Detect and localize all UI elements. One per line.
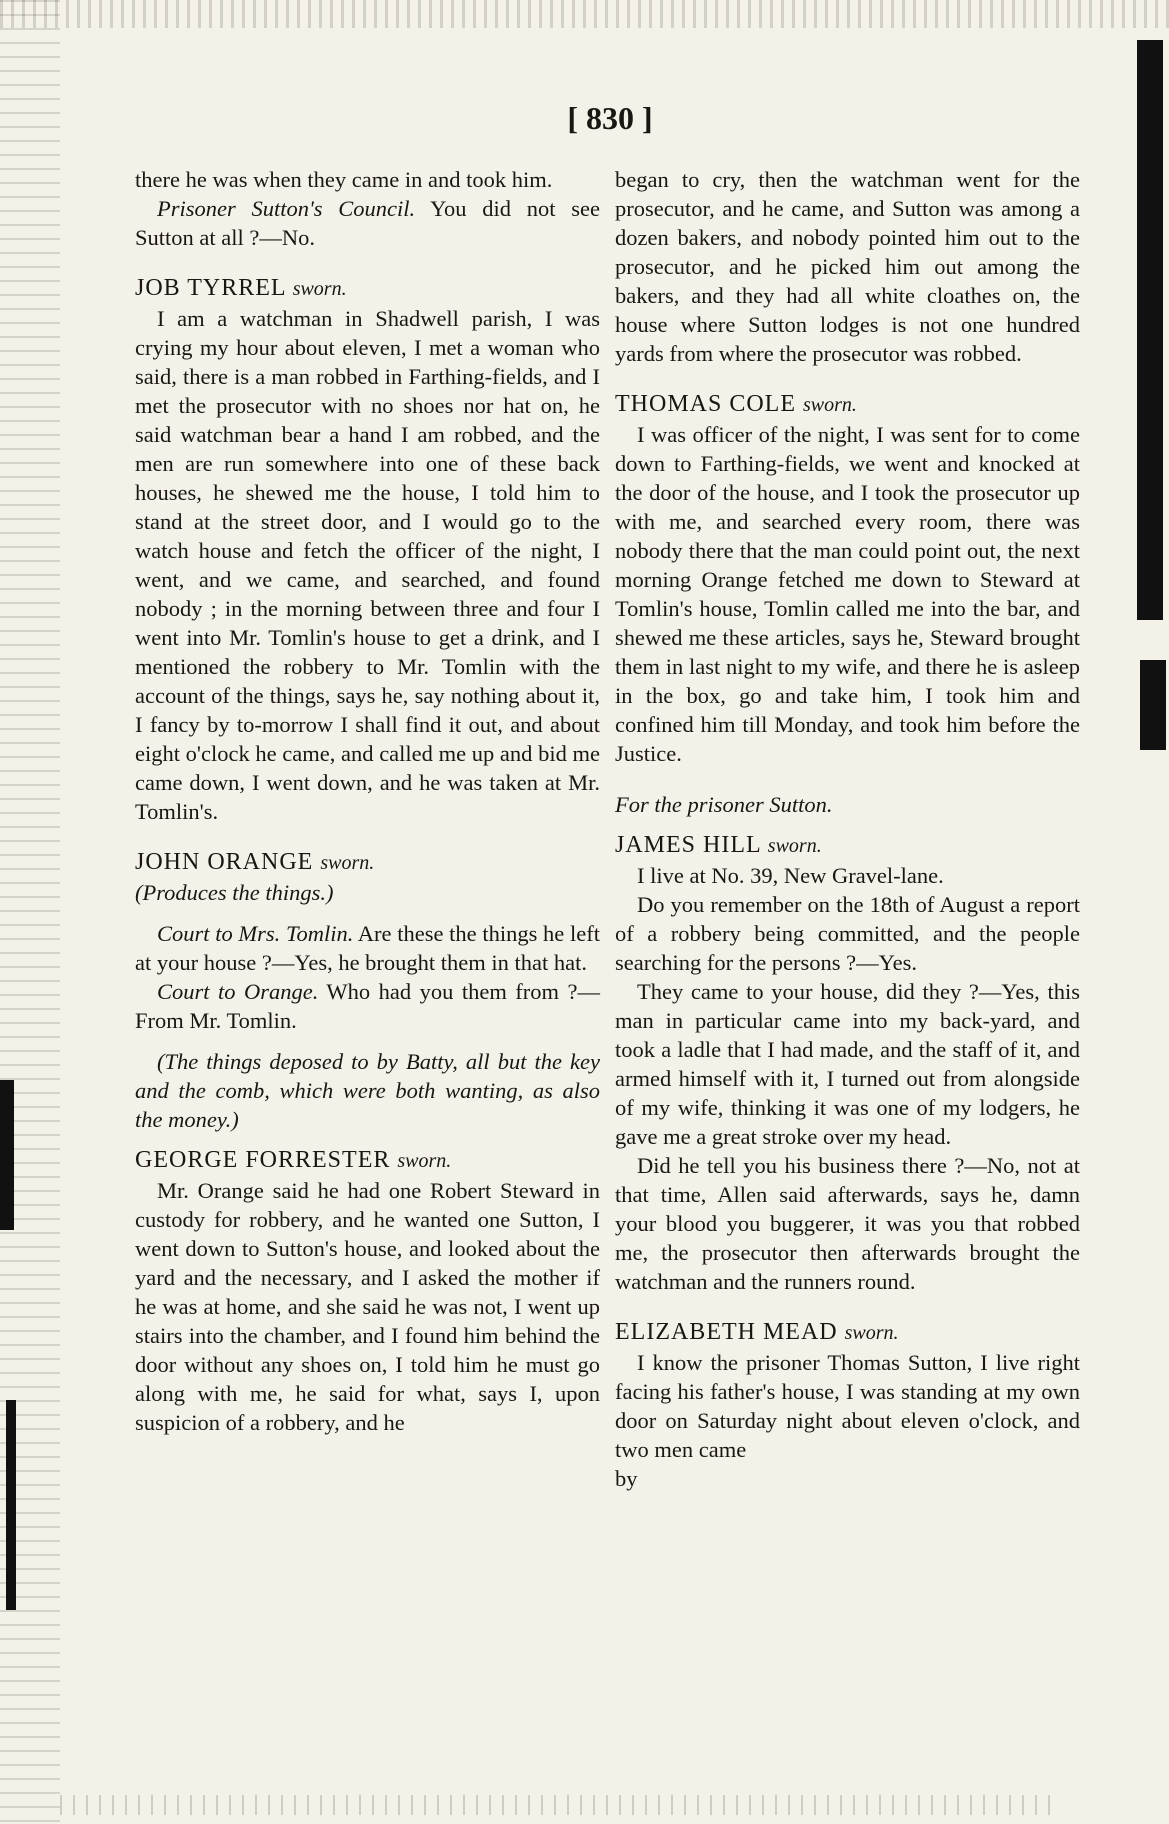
right-column: [615, 165, 1080, 1493]
paragraph: I am a watchman in Shadwell parish, I was crying my hour about eleven, I met a woman who said, there is a man robbed in Farthing-fields, and I met the prosecutor with no shoes nor hat on, he said watchman bear a hand I am robbed, and the men are run somewhere into one of these back houses, he shewed me the house, I told him to stand at the street door, and I would go to the watch house and fetch the officer of the night, I went, and we came, and searched, and found nobody ; in the morning between three and four I went into Mr. Tomlin's house to get a drink, and I mentioned the robbery to Mr. Tomlin with the account of the things, says he, say nothing about it, I fancy by to-morrow I shall find it out, and about eight o'clock he came, and called me up and bid me came down, I went down, and he was taken at Mr. Tomlin's.: [135, 306, 600, 824]
scan-margin-mark: [0, 1080, 14, 1230]
sworn-label: sworn.: [767, 835, 822, 857]
page-number: [ 830 ]: [567, 100, 653, 136]
paragraph: [135, 194, 600, 252]
paragraph: Mr. Orange said he had one Robert Steward in custody for robbery, and he wanted one Sutton, I went down to Sutton's house, and looked about the yard and the necessary, and I asked the mother if he was at home, and she said he was not, I went up stairs into the chamber, and I found him behind the door without any shoes on, I told him he must go along with me, he said for what, says I, upon suspicion of a robbery, and he: [135, 1178, 600, 1435]
paragraph: there he was when they came in and took him.: [135, 167, 553, 192]
testimony-text: You did not see Sutton at all ?—No.: [135, 196, 600, 250]
scan-margin-mark: [1137, 40, 1163, 620]
paragraph: I know the prisoner Thomas Sutton, I live right facing his father's house, I was standing at my own door on Saturday night about eleven o'clock, and two men came: [615, 1350, 1080, 1462]
scan-edge-bottom: [60, 1795, 1060, 1815]
witness-name: JOHN ORANGE: [135, 849, 314, 875]
witness-name: GEORGE FORRESTER: [135, 1147, 391, 1173]
paragraph: I was officer of the night, I was sent for to come down to Farthing-fields, we went and knocked at the door of the house, and I took the prosecutor up with me, and searched every room, there was nobody there that the man could point out, the next morning Orange fetched me down to Steward at Tomlin's house, Tomlin called me into the bar, and shewed me these articles, says he, Steward brought them in last night to my wife, and there he is asleep in the box, go and take him, I took him and confined him till Monday, and took him before the Justice.: [615, 422, 1080, 766]
witness-name: JAMES HILL: [615, 832, 761, 858]
testimony-text: Are these the things he left at your house ?—Yes, he brought them in that hat.: [135, 921, 600, 975]
testimony-text: Who had you them from ?—From Mr. Tomlin.: [135, 979, 600, 1033]
sworn-label: sworn.: [320, 852, 375, 874]
witness-heading: [135, 1146, 600, 1176]
paragraph: [135, 977, 600, 1035]
catchword: by: [615, 1466, 638, 1491]
paragraph: Did he tell you his business there ?—No, not at that time, Allen said afterwards, says he, damn your blood you buggerer, it was you that robbed me, the prosecutor then afterwards brought the watchman and the runners round.: [615, 1153, 1080, 1294]
scan-edge-top: [0, 0, 1169, 28]
witness-name: THOMAS COLE: [615, 391, 797, 417]
paragraph: [135, 919, 600, 977]
scan-margin-mark: [1140, 660, 1166, 750]
witness-heading: [135, 274, 600, 304]
sworn-label: sworn.: [292, 278, 347, 300]
witness-heading: [615, 831, 1080, 861]
witness-name: ELIZABETH MEAD: [615, 1319, 838, 1345]
witness-heading: [135, 848, 600, 878]
paragraph: Do you remember on the 18th of August a report of a robbery being committed, and the people searching for the persons ?—Yes.: [615, 892, 1080, 975]
paragraph: They came to your house, did they ?—Yes, this man in particular came into my back-yard, and took a ladle that I had made, and the staff of it, and armed himself with it, I turned out from alongside of my wife, thinking it was one of my lodgers, he gave me a great stroke over my head.: [615, 979, 1080, 1149]
paragraph: began to cry, then the watchman went for the prosecutor, and he came, and Sutton was among a dozen bakers, and nobody pointed him out to the prosecutor, and he picked him out among the bakers, and they had all white cloathes on, the house where Sutton lodges is not one hundred yards from where the prosecutor was robbed.: [615, 167, 1080, 366]
sworn-label: sworn.: [844, 1322, 899, 1344]
stage-note: (The things deposed to by Batty, all but the key and the comb, which were both wanting, as also the money.): [135, 1049, 600, 1132]
speaker-label: Court to Orange.: [157, 979, 319, 1004]
witness-heading: [615, 390, 1080, 420]
left-column: [135, 165, 600, 1437]
witness-heading: [615, 1318, 1080, 1348]
stage-note: (Produces the things.): [135, 880, 334, 905]
sworn-label: sworn.: [803, 394, 857, 416]
speaker-label: Prisoner Sutton's Council.: [157, 196, 416, 221]
sworn-label: sworn.: [397, 1150, 452, 1172]
speaker-label: Court to Mrs. Tomlin.: [157, 921, 354, 946]
scan-margin-mark: [6, 1400, 16, 1610]
defence-note: For the prisoner Sutton.: [615, 792, 833, 817]
witness-name: JOB TYRREL: [135, 275, 286, 301]
paragraph: I live at No. 39, New Gravel-lane.: [637, 863, 944, 888]
